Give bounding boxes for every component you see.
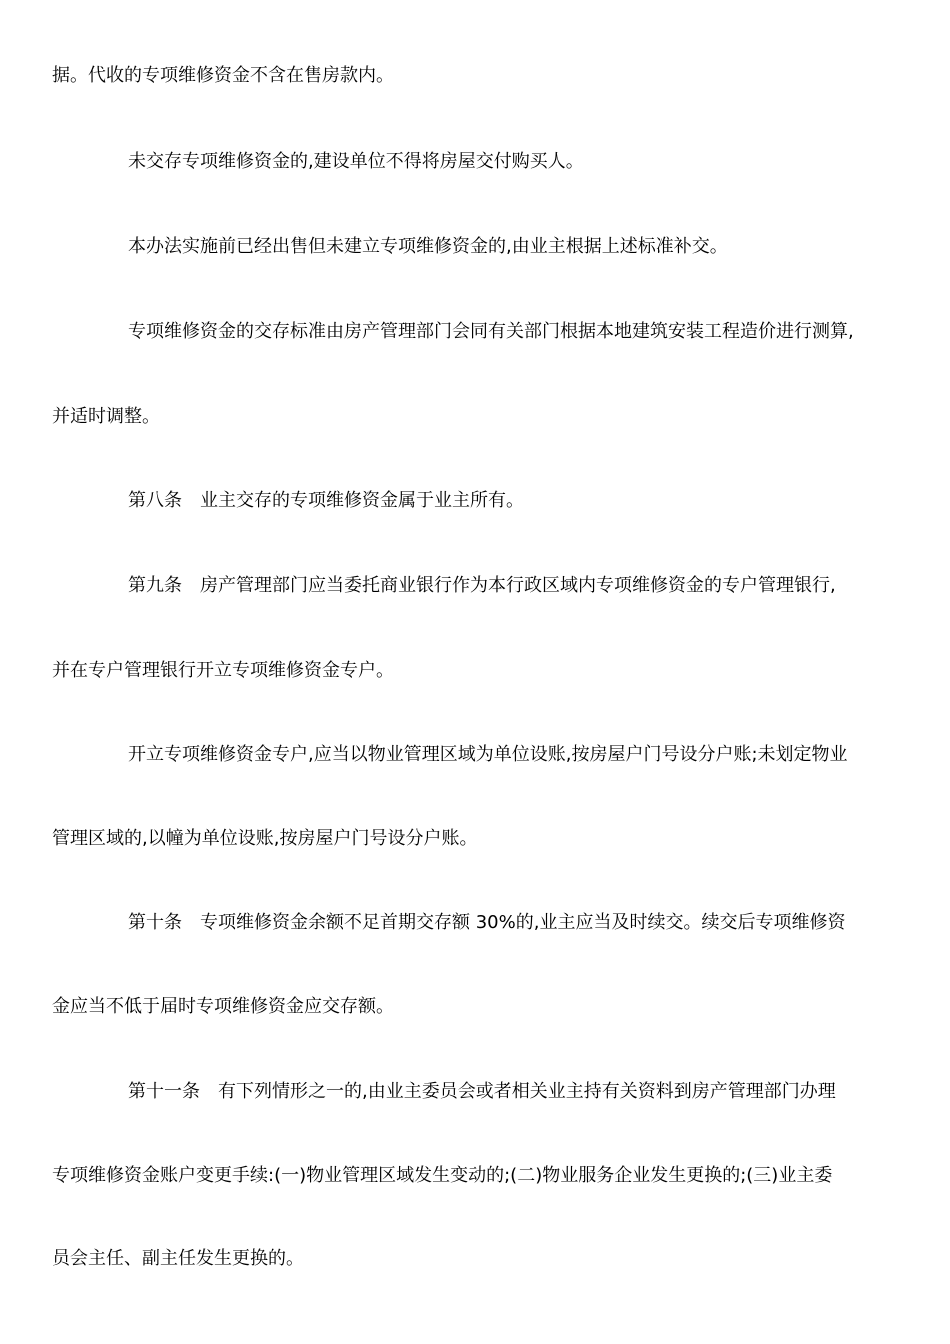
text-line: 开立专项维修资金专户,应当以物业管理区域为单位设账,按房屋户门号设分户账;未划定物业 (128, 744, 848, 765)
article-10: 第十条 专项维修资金余额不足首期交存额 30%的,业主应当及时续交。续交后专项维修资 (128, 912, 846, 933)
article-11: 第十一条 有下列情形之一的,由业主委员会或者相关业主持有关资料到房产管理部门办理 (128, 1081, 836, 1102)
text-line: 并适时调整。 (52, 406, 160, 427)
text-line: 管理区域的,以幢为单位设账,按房屋户门号设分户账。 (52, 828, 478, 849)
text-line: 专项维修资金账户变更手续:(一)物业管理区域发生变动的;(二)物业服务企业发生更换的;(三)业主委 (52, 1165, 833, 1186)
text-line: 据。代收的专项维修资金不含在售房款内。 (52, 65, 394, 86)
article-9: 第九条 房产管理部门应当委托商业银行作为本行政区域内专项维修资金的专户管理银行, (128, 575, 836, 596)
text-line: 金应当不低于届时专项维修资金应交存额。 (52, 996, 394, 1017)
article-8: 第八条 业主交存的专项维修资金属于业主所有。 (128, 490, 524, 511)
text-line: 专项维修资金的交存标准由房产管理部门会同有关部门根据本地建筑安装工程造价进行测算, (128, 321, 854, 342)
text-line: 员会主任、副主任发生更换的。 (52, 1248, 304, 1269)
text-line: 本办法实施前已经出售但未建立专项维修资金的,由业主根据上述标准补交。 (128, 236, 728, 257)
text-line: 未交存专项维修资金的,建设单位不得将房屋交付购买人。 (128, 151, 584, 172)
text-line: 并在专户管理银行开立专项维修资金专户。 (52, 660, 394, 681)
